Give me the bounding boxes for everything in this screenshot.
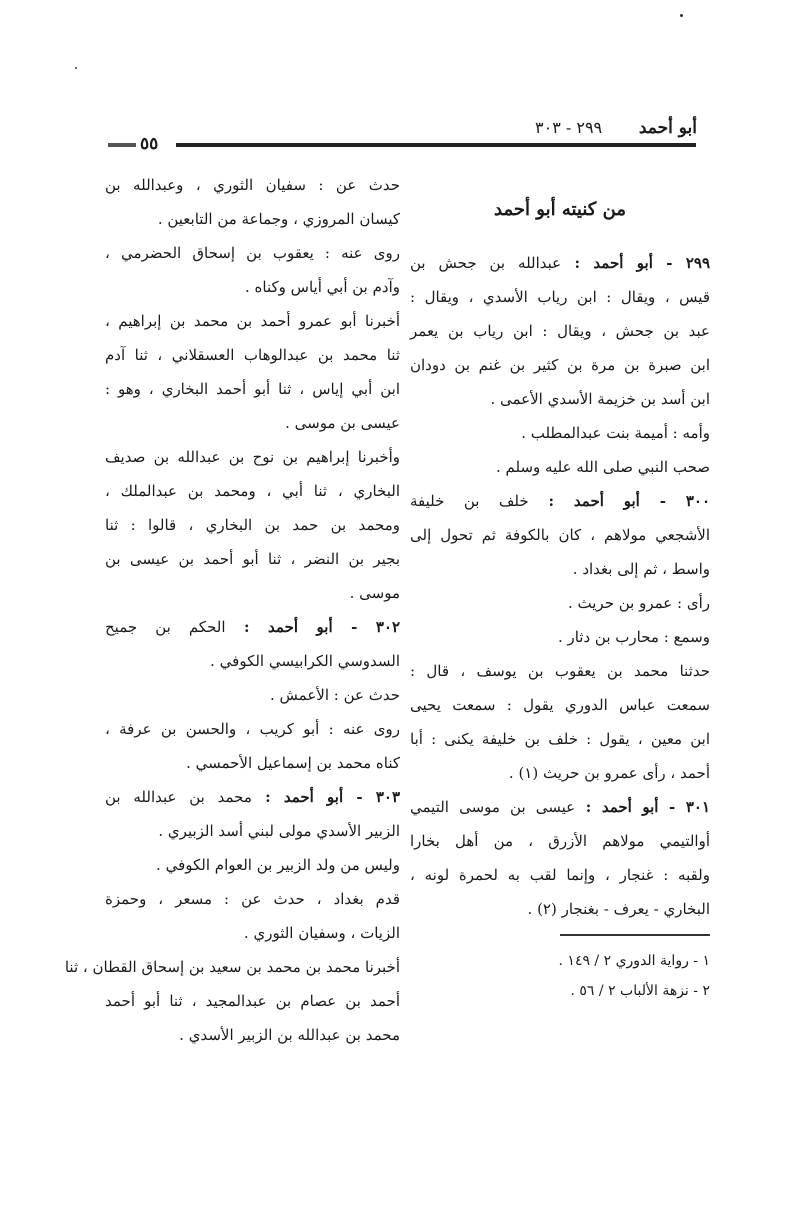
- text-line: [410, 314, 710, 348]
- line-text: سمعت عباس الدوري يقول : سمعت يحيى: [410, 696, 710, 714]
- line-text: وآدم بن أبي أياس وكناه .: [245, 278, 400, 296]
- text-line: [105, 202, 400, 236]
- running-header-entry-range: ٢٩٩ - ٣٠٣: [535, 118, 603, 137]
- line-text: البخاري ، ثنا أبي ، ومحمد بن عبدالملك ،: [105, 482, 400, 500]
- text-line: [105, 678, 400, 712]
- text-line: [105, 1018, 400, 1052]
- line-text: حدث عن : الأعمش .: [270, 686, 400, 704]
- line-text: ثنا محمد بن عبدالوهاب العسقلاني ، ثنا آدم: [105, 346, 400, 364]
- line-text: بجير بن النضر ، ثنا أبو أحمد بن عيسى بن: [105, 550, 400, 568]
- line-text: الحكم بن جميح: [105, 618, 226, 636]
- left-column-body: [64, 168, 400, 1052]
- line-text: كيسان المروزي ، وجماعة من التابعين .: [157, 210, 400, 228]
- text-line: [410, 246, 710, 280]
- page-number: ٥٥: [140, 134, 159, 154]
- text-line: [105, 644, 400, 678]
- text-line: [410, 756, 710, 790]
- line-text: موسى .: [349, 584, 400, 602]
- text-line: [105, 542, 400, 576]
- line-text: الزيات ، وسفيان الثوري .: [243, 924, 400, 942]
- line-text: واسط ، ثم إلى بغداد .: [572, 560, 710, 578]
- right-column-body: [410, 246, 710, 926]
- text-line: [105, 474, 400, 508]
- entry-number-label: ٢٩٩ - أبو أحمد :: [561, 254, 710, 272]
- text-line: [105, 440, 400, 474]
- line-text: ابن أسد بن خزيمة الأسدي الأعمى .: [490, 390, 710, 408]
- line-text: حدثنا محمد بن يعقوب بن يوسف ، قال :: [410, 662, 710, 680]
- line-text: عيسى بن موسى .: [285, 414, 400, 432]
- line-text: وسمع : محارب بن دثار .: [557, 628, 710, 646]
- line-text: محمد بن عبدالله بن: [105, 788, 252, 806]
- header-rule: [176, 143, 696, 147]
- line-text: روى عنه : أبو كريب ، والحسن بن عرفة ،: [105, 720, 400, 738]
- line-text: محمد بن عبدالله بن الزبير الأسدي .: [179, 1026, 400, 1044]
- line-text: وأمه : أميمة بنت عبدالمطلب .: [521, 424, 710, 442]
- line-text: رأى : عمرو بن حريث .: [567, 594, 710, 612]
- text-line: [410, 824, 710, 858]
- line-text: ابن معين ، يقول : خلف بن خليفة يكنى : أبا: [410, 730, 710, 748]
- line-text: وأخبرنا إبراهيم بن نوح بن عبدالله بن صديف: [105, 448, 400, 466]
- entry-number-label: ٣٠٢ - أبو أحمد :: [225, 618, 400, 636]
- text-line: [105, 746, 400, 780]
- speck-mark: [75, 67, 77, 69]
- line-text: وليس من ولد الزبير بن العوام الكوفي .: [156, 856, 400, 874]
- speck-mark: [680, 14, 683, 17]
- text-line: [105, 406, 400, 440]
- text-line: [410, 586, 710, 620]
- text-line: [410, 552, 710, 586]
- line-text: عبدالله بن جحش بن: [410, 254, 562, 272]
- line-text: أحمد بن عصام بن عبدالمجيد ، ثنا أبو أحمد: [105, 992, 400, 1010]
- text-line: [64, 950, 400, 984]
- line-text: صحب النبي صلى الله عليه وسلم .: [495, 458, 710, 476]
- header-rule-ornament: [108, 143, 136, 147]
- line-text: قيس ، ويقال : ابن رياب الأسدي ، ويقال :: [410, 288, 710, 306]
- line-text: البخاري - يعرف - بغنجار (٢) .: [527, 900, 710, 918]
- footnote-separator-wrap: [410, 926, 710, 946]
- text-line: [105, 882, 400, 916]
- text-line: [410, 620, 710, 654]
- text-line: [105, 576, 400, 610]
- footnote: ٢ - نزهة الألباب ٢ / ٥٦ .: [570, 983, 710, 999]
- text-line: [105, 372, 400, 406]
- line-text: ابن صبرة بن مرة بن كثير بن غنم بن دودان: [410, 356, 710, 374]
- footnotes: [410, 946, 710, 1006]
- line-text: أخبرنا محمد بن محمد بن سعيد بن إسحاق القطان ، ثنا: [64, 958, 400, 976]
- line-text: عبد بن جحش ، ويقال : ابن رياب بن يعمر: [410, 322, 710, 340]
- text-line: [410, 688, 710, 722]
- right-column: [410, 160, 710, 1006]
- line-text: أخبرنا أبو عمرو أحمد بن محمد بن إبراهيم ،: [105, 312, 400, 330]
- text-line: [105, 814, 400, 848]
- line-text: السدوسي الكرابيسي الكوفي .: [210, 652, 400, 670]
- text-line: [410, 892, 710, 926]
- line-text: ولقبه : غنجار ، وإنما لقب به لحمرة لونه ،: [410, 866, 710, 884]
- text-line: [410, 518, 710, 552]
- text-line: [410, 858, 710, 892]
- text-line: [105, 270, 400, 304]
- text-line: [410, 280, 710, 314]
- text-line: [105, 304, 400, 338]
- line-text: قدم بغداد ، حدث عن : مسعر ، وحمزة: [105, 890, 400, 908]
- line-text: أحمد ، رأى عمرو بن حريث (١) .: [508, 764, 710, 782]
- text-line: [105, 338, 400, 372]
- line-text: حدث عن : سفيان الثوري ، وعبدالله بن: [105, 176, 400, 194]
- text-line: [105, 508, 400, 542]
- text-line: [105, 916, 400, 950]
- text-line: [410, 790, 710, 824]
- text-line: [410, 348, 710, 382]
- text-line: [410, 484, 710, 518]
- text-line: [105, 712, 400, 746]
- text-line: [105, 780, 400, 814]
- line-text: عيسى بن موسى التيمي: [410, 798, 576, 816]
- text-line: [410, 416, 710, 450]
- section-heading: من كنيته أبو أحمد: [494, 199, 626, 220]
- line-text: ابن أبي إياس ، ثنا أبو أحمد البخاري ، وهو :: [105, 380, 400, 398]
- entry-number-label: ٣٠٣ - أبو أحمد :: [251, 788, 400, 806]
- footnote-separator: [560, 934, 710, 936]
- text-line: [410, 654, 710, 688]
- running-header-title: أبو أحمد: [638, 118, 697, 138]
- left-column: [64, 168, 400, 1052]
- text-line: [410, 722, 710, 756]
- footnote: ١ - رواية الدوري ٢ / ١٤٩ .: [558, 953, 710, 969]
- text-line: [105, 610, 400, 644]
- text-line: [105, 236, 400, 270]
- line-text: روى عنه : يعقوب بن إسحاق الحضرمي ،: [105, 244, 400, 262]
- entry-number-label: ٣٠٠ - أبو أحمد :: [528, 492, 711, 510]
- entry-number-label: ٣٠١ - أبو أحمد :: [575, 798, 711, 816]
- line-text: الأشجعي مولاهم ، كان بالكوفة ثم تحول إلى: [410, 526, 710, 544]
- text-line: [105, 848, 400, 882]
- text-line: [410, 382, 710, 416]
- text-line: [105, 168, 400, 202]
- line-text: ومحمد بن حمد بن البخاري ، قالوا : ثنا: [105, 516, 400, 534]
- text-line: [410, 450, 710, 484]
- line-text: أوالتيمي مولاهم الأزرق ، من أهل بخارا: [410, 832, 710, 850]
- line-text: الزبير الأسدي مولى لبني أسد الزبيري .: [158, 822, 400, 840]
- line-text: خلف بن خليفة: [410, 492, 529, 510]
- text-line: [105, 984, 400, 1018]
- line-text: كناه محمد بن إسماعيل الأحمسي .: [186, 754, 400, 772]
